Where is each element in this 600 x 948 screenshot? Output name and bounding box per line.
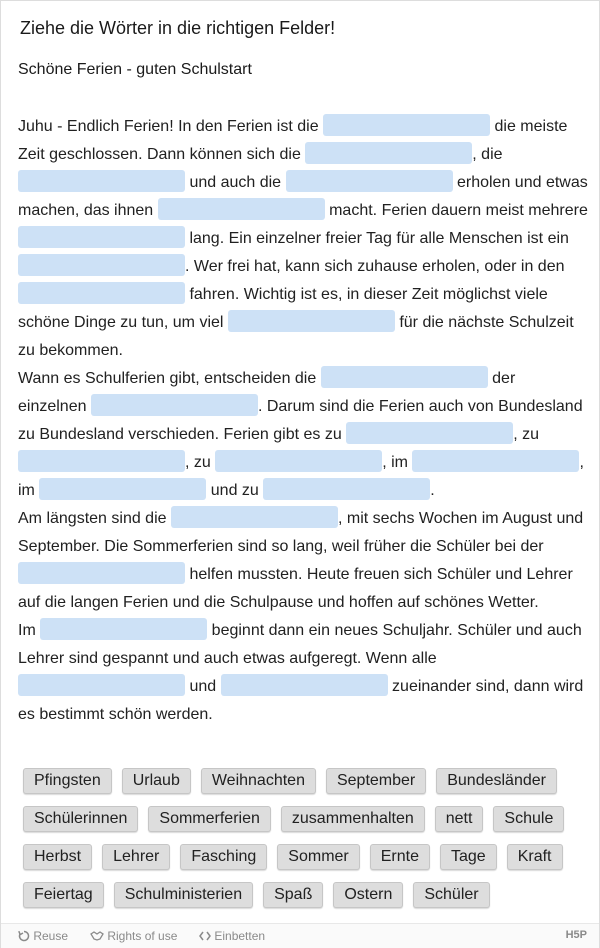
draggable-word[interactable]: Spaß: [263, 882, 323, 908]
draggable-word[interactable]: Weihnachten: [201, 768, 316, 794]
draggable-word[interactable]: Ernte: [370, 844, 430, 870]
word-bank: [18, 766, 588, 918]
drop-zone[interactable]: [286, 170, 453, 192]
task-title: Ziehe die Wörter in die richtigen Felder!: [20, 18, 336, 38]
reuse-icon: [18, 930, 30, 942]
text-segment: und auch die: [185, 174, 286, 191]
text-segment: macht. Ferien dauern meist mehrere: [324, 202, 588, 219]
drop-zone[interactable]: [18, 282, 185, 304]
draggable-word[interactable]: Schülerinnen: [23, 806, 138, 832]
cloze-text: [18, 113, 588, 729]
draggable-word[interactable]: nett: [435, 806, 484, 832]
footer-bar: [1, 923, 599, 948]
draggable-word[interactable]: Ostern: [333, 882, 403, 908]
text-segment: die meiste Zeit geschlossen. Dann können sich die: [18, 118, 568, 163]
text-segment: für die nächste Schulzeit zu bekommen.: [18, 314, 574, 359]
draggable-word[interactable]: Kraft: [507, 844, 563, 870]
embed-button[interactable]: [199, 929, 265, 943]
drop-zone[interactable]: [18, 226, 185, 248]
text-segment: Am längsten sind die: [18, 510, 171, 527]
text-segment: und zu: [206, 482, 264, 499]
rights-of-use-label: Rights of use: [107, 929, 178, 943]
text-segment: Wann es Schulferien gibt, entscheiden die: [18, 370, 321, 387]
drop-zone[interactable]: [305, 142, 472, 164]
draggable-word[interactable]: Schüler: [413, 882, 489, 908]
text-segment: , mit sechs Wochen im August und September. Die Sommerferien sind so lang, weil früher die Schüler bei der: [18, 510, 584, 555]
rights-of-use-button[interactable]: [90, 929, 177, 943]
drop-zone[interactable]: [18, 562, 185, 584]
text-segment: . Darum sind die Ferien auch von Bundesland zu Bundesland verschieden. Ferien gibt es zu: [18, 398, 583, 443]
drop-zone[interactable]: [39, 478, 206, 500]
text-segment: erholen und etwas machen, das ihnen: [18, 174, 588, 219]
draggable-word[interactable]: Schule: [493, 806, 564, 832]
text-segment: . Wer frei hat, kann sich zuhause erholen, oder in den: [185, 258, 565, 275]
draggable-word[interactable]: Schulministerien: [114, 882, 253, 908]
draggable-word[interactable]: Bundesländer: [436, 768, 557, 794]
drop-zone[interactable]: [346, 422, 513, 444]
text-segment: Im: [18, 622, 41, 639]
draggable-word[interactable]: Lehrer: [102, 844, 170, 870]
text-segment: , zu: [185, 454, 216, 471]
text-segment: .: [430, 482, 435, 499]
draggable-word[interactable]: Feiertag: [23, 882, 104, 908]
drop-zone[interactable]: [18, 254, 185, 276]
draggable-word[interactable]: Urlaub: [122, 768, 191, 794]
text-segment: fahren. Wichtig ist es, in dieser Zeit möglichst viele schöne Dinge zu tun, um viel: [18, 286, 548, 331]
text-segment: zueinander sind, dann wird es bestimmt schön werden.: [18, 678, 584, 723]
reuse-button[interactable]: [18, 929, 68, 943]
embed-label: Einbetten: [214, 929, 266, 943]
text-segment: , im: [18, 454, 584, 499]
text-segment: beginnt dann ein neues Schuljahr. Schüler und auch Lehrer sind gespannt und auch etwas aufgeregt. Wenn alle: [18, 622, 582, 667]
drop-zone[interactable]: [263, 478, 430, 500]
drop-zone[interactable]: [18, 170, 185, 192]
draggable-word[interactable]: Sommerferien: [148, 806, 270, 832]
drop-zone[interactable]: [412, 450, 579, 472]
draggable-word[interactable]: Fasching: [180, 844, 267, 870]
draggable-word[interactable]: Sommer: [277, 844, 359, 870]
draggable-word[interactable]: Herbst: [23, 844, 92, 870]
drop-zone[interactable]: [18, 450, 185, 472]
text-segment: Juhu - Endlich Ferien! In den Ferien ist die: [18, 118, 324, 135]
code-icon: [199, 930, 211, 942]
draggable-word[interactable]: September: [326, 768, 426, 794]
text-segment: , die: [472, 146, 503, 163]
handshake-icon: [90, 930, 104, 942]
draggable-word[interactable]: Pfingsten: [23, 768, 112, 794]
reuse-label: Reuse: [33, 929, 69, 943]
drop-zone[interactable]: [215, 450, 382, 472]
text-segment: der einzelnen: [18, 370, 516, 415]
drop-zone[interactable]: [228, 310, 395, 332]
h5p-logo: H5P: [565, 929, 587, 941]
text-segment: lang. Ein einzelner freier Tag für alle Menschen ist ein: [185, 230, 569, 247]
drop-zone[interactable]: [221, 674, 388, 696]
text-segment: helfen mussten. Heute freuen sich Schüler und Lehrer auf die langen Ferien und die Schulpause und hoffen auf schönes Wetter.: [18, 566, 573, 611]
draggable-word[interactable]: zusammenhalten: [281, 806, 425, 832]
drop-zone[interactable]: [171, 506, 338, 528]
drop-zone[interactable]: [40, 618, 207, 640]
text-segment: und: [185, 678, 221, 695]
text-segment: , im: [382, 454, 413, 471]
draggable-word[interactable]: Tage: [440, 844, 497, 870]
drop-zone[interactable]: [323, 114, 490, 136]
text-heading: Schöne Ferien - guten Schulstart: [18, 61, 252, 78]
drop-zone[interactable]: [158, 198, 325, 220]
drop-zone[interactable]: [321, 366, 488, 388]
drop-zone[interactable]: [18, 674, 185, 696]
text-segment: , zu: [513, 426, 539, 443]
drop-zone[interactable]: [91, 394, 258, 416]
